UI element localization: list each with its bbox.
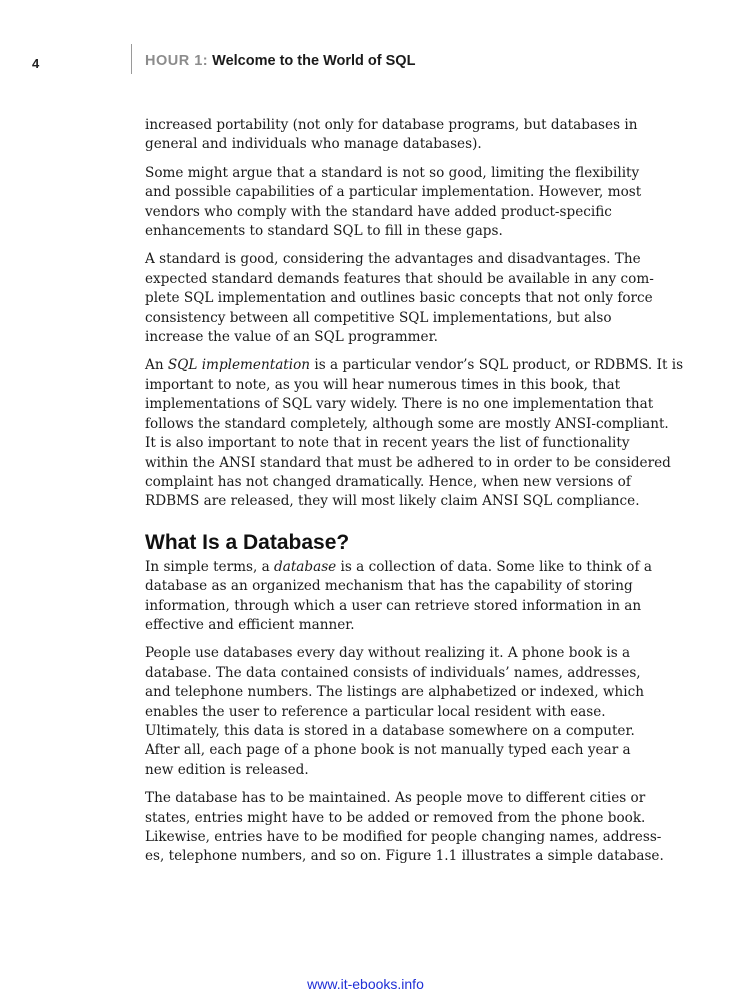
hour-label: HOUR 1:: [145, 53, 209, 69]
paragraph-standard-criticism: Some might argue that a standard is not so good, limiting the flexibility and possible capabilities of a particular implementation. However, most vendors who comply with the standard have added product-specific enhancements to standard SQL to fill in these gaps.: [145, 164, 642, 240]
footer-link[interactable]: www.it-ebooks.info: [307, 976, 424, 992]
page-body: [145, 116, 684, 876]
paragraph-database-definition: In simple terms, a database is a collection of data. Some like to think of a database as an organized mechanism that has the capability of storing information, through which a user can retrieve stored information in an effective and efficient manner.: [145, 558, 652, 633]
paragraph-standard-advantages: A standard is good, considering the advantages and disadvantages. The expected standard demands features that should be available in any com- plete SQL implementation and outlines basic concepts that not only force consistency between all competitive SQL implementations, but also increase the value of an SQL programmer.: [145, 251, 654, 346]
paragraph-maintenance: The database has to be maintained. As people move to different cities or states, entries might have to be added or removed from the phone book. Likewise, entries have to be modified for people changing names, address- es, telephone numbers, and so on. Figure 1.1 illustrates a simple database.: [145, 790, 664, 865]
term-sql-implementation: SQL implementation: [167, 357, 311, 374]
paragraph-portability: increased portability (not only for database programs, but databases in general and individuals who manage databases).: [145, 117, 638, 153]
page-number: 4: [32, 56, 40, 71]
chapter-title: Welcome to the World of SQL: [212, 53, 416, 69]
running-header: [145, 53, 415, 69]
paragraph-phone-book: People use databases every day without realizing it. A phone book is a database. The data contained consists of individuals’ names, addresses, and telephone numbers. The listings are alphabetized or indexed, which enables the user to reference a particular local resident with ease. Ultimately, this data is stored in a database somewhere on a computer. After all, each page of a phone book is not manually typed each year a new edition is released.: [145, 645, 645, 778]
section-heading: What Is a Database?: [145, 530, 350, 554]
term-database: database: [274, 558, 337, 575]
header-divider: [131, 44, 132, 74]
paragraph-sql-implementation: An SQL implementation is a particular vendor’s SQL product, or RDBMS. It is important to note, as you will hear numerous times in this book, that implementations of SQL vary widely. There is no one implementation that follows the standard completely, although some are mostly ANSI-compliant. It is also important to note that in recent years the list of functionality within the ANSI standard that must be adhered to in order to be considered complaint has not changed dramatically. Hence, when new versions of RDBMS are released, they will most likely claim ANSI SQL compliance.: [145, 357, 684, 510]
